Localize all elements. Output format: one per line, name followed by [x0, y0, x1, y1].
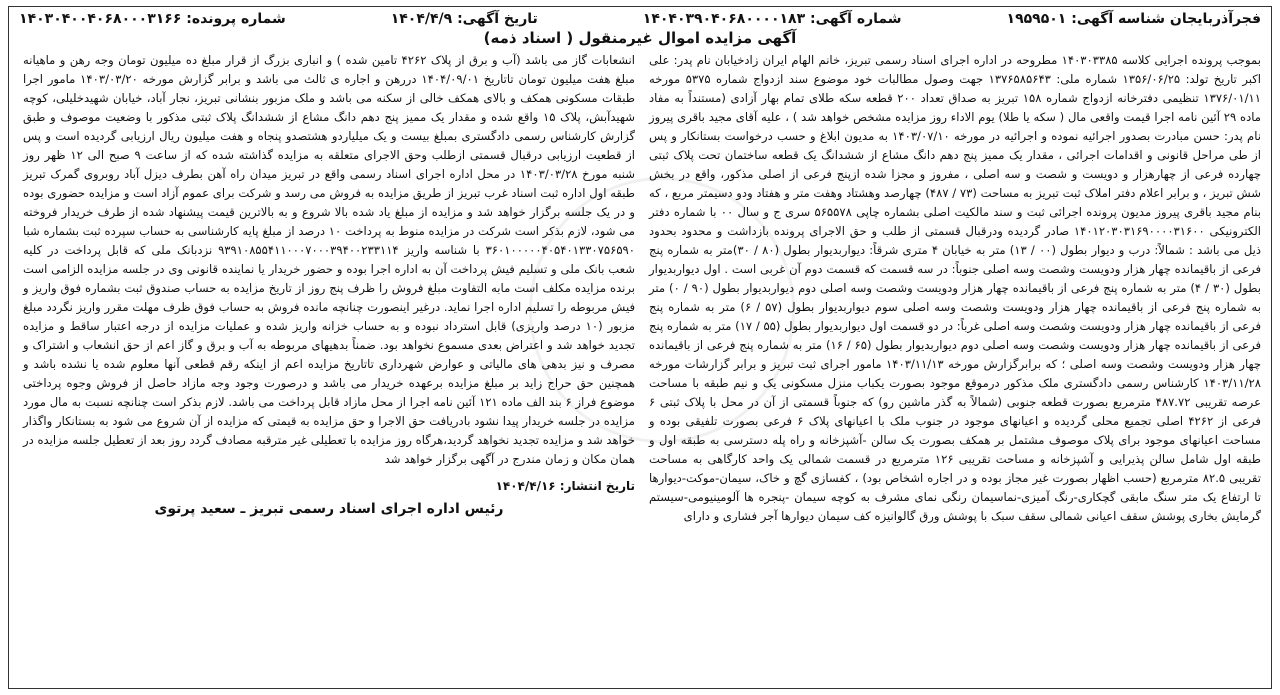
body-paragraph: انشعابات گاز می باشد (آب و برق از پلاک ۴۲۶۲ تامین شده ) و انباری بزرگ از قرار مبلغ ده میلیون تومان وجه رهن و ماهیانه مبلغ هفت میلیون تومان تاتاریخ ۱۴۰۴/۰۹/۰۱ دررهن و اجاره ی ثالث می باشد و برابر گزارش مورخه ۱۴۰۳/۰۳/۲۰ مامور اجرا طبقات مسکونی همکف و بالای همکف خالی از سکنه می باشد و ملک مزبور بنشانی تبریز، نجار آباد، خیابان شهیدخلیلی، کوچه شهیدآبش، پلاک ۱۵ واقع شده و مقدار یک ممیز پنج دهم دانگ مشاع از ششدانگ پلاک ثبتی مذکور با وضعیت موصوف و طبق گزارش کارشناس رسمی دادگستری بمبلغ بیست و یک میلیاردو هشتصدو پنجاه و هفت میلیون ریال ارزیابی گردیده است و پس از قطعیت ارزیابی درقبال قسمتی ازطلب وحق الاجرای متعلقه به مزایده گذاشته شده که از ساعت ۹ صبح الی ۱۲ ظهر روز شنبه مورخ ۱۴۰۳/۰۳/۲۸ در محل اداره اجرای اسناد رسمی واقع در تبریز میدان راه آهن بطرف دیزل آباد روبروی گمرک تبریز طبقه اول اداره ثبت اسناد غرب تبریز از طریق مزایده به فروش می رسد و شرکت برای عموم آزاد است و مزایده حضوری بوده و در یک جلسه برگزار خواهد شد و مزایده از مبلغ یاد شده بالا شروع و به بالاترین قیمت پیشنهاد شده از طرف خریدار فروخته می شود، لازم بذکر است شرکت در مزایده منوط به پرداخت ۱۰ درصد از مبلغ پایه کارشناسی به حساب سپرده ثبت بشماره شبا ۳۶۰۱۰۰۰۰۰۴۰۵۴۰۱۳۳۰۷۵۶۵۹۰ با شناسه واریز ۹۳۹۱۰۸۵۵۴۱۱۰۰۰۷۰۰۰۳۹۴۰۰۲۳۳۱۱۴ نزدبانک ملی که قابل پرداخت در کلیه شعب بانک ملی و تسلیم فیش پرداخت آن به اداره اجرا بوده و حضور خریدار یا نماینده قانونی وی در جلسه مزایده الزامی است برنده مزایده مکلف است مابه التفاوت مبلغ فروش را ظرف پنج روز از تاریخ مزایده به حساب صندوق ثبت بشماره فوق واریز و فیش مربوطه را تسلیم اداره اجرا نماید. درغیر اینصورت چنانچه مانده فروش به حساب فوق ظرف مهلت مقرر واریز نگردد مبلغ مزبور (۱۰ درصد واریزی) قابل استرداد نبوده و به حساب خزانه واریز شده و عملیات مزایده از درجه اعتبار ساقط و مزایده تجدید خواهد شد و اعتراض بعدی مسموع نخواهد بود. ضمناً بدهیهای مربوطه به آب و برق و گاز اعم از حق انشعاب و اشتراک و مصرف و نیز بدهی های مالیاتی و عوارض شهرداری تاتاریخ مزایده اعم از اینکه رقم قطعی آنها معلوم شده یا نشده باشد و همچنین حق حراج زاید بر مبلغ مزایده برعهده خریدار می باشد و درصورت وجود وجه مازاد حاصل از فروش وجوه پرداختی موضوع فراز ۶ بند الف ماده ۱۲۱ آئین نامه اجرا از محل مازاد قابل پرداخت می باشد. لازم بذکر است چنانچه نسبت به مال مورد مزایده در جلسه خریدار پیدا نشود بادریافت حق الاجرا و حق مزایده به قیمتی که مزایده از آن شروع می شود به بستانکار واگذار خواهد شد و مزایده تجدید نخواهد گردید،هرگاه روز مزایده با تعطیلی غیر مترقبه مصادف گردد روز بعد از تعطیل جلسه مزایده در همان مکان و زمان مندرج در آگهی برگزار خواهد شد: [23, 53, 636, 466]
ad-frame: [8, 6, 1272, 689]
ad-date: تاریخ آگهی: ۱۴۰۴/۴/۹: [390, 11, 538, 27]
ad-number: شماره آگهی: ۱۴۰۴۰۳۹۰۴۰۶۸۰۰۰۰۱۸۳: [642, 11, 902, 27]
ad-body: [9, 51, 1271, 526]
right-column: [649, 51, 1261, 526]
body-paragraph: بموجب پرونده اجرایی کلاسه ۱۴۰۳۰۳۳۸۵ مطروحه در اداره اجرای اسناد رسمی تبریز، خانم الهام ایران زادخیابان نام پدر: علی اکبر تاریخ تولد: ۱۳۵۶/۰۶/۲۵ شماره ملی: ۱۳۷۶۵۸۵۶۴۳ جهت وصول مطالبات خود موضوع سند ازدواج شماره ۵۳۷۵ مورخه ۱۳۷۶/۰۱/۱۱ تنظیمی دفترخانه ازدواج شماره ۱۵۸ تبریز به صداق تعداد ۲۰۰ قطعه سکه طلای تمام بهار آزادی (مستنداً به مفاد ماده ۲۹ آئین نامه اجرا قیمت واقعی مال ( سکه یا طلا) یوم الاداء روز مزایده مشخص خواهد شد ) ، علیه آقای مجید باقری پیروز نام پدر: حسن مبادرت بصدور اجرائیه نموده و اجرائیه در مورخه ۱۴۰۳/۰۷/۱۰ به مدیون ابلاغ و حسب درخواست بستانکار و پس از طی مراحل قانونی و اقدامات اجرائی ، مقدار یک ممیز پنج دهم دانگ مشاع از ششدانگ یک قطعه ساختمان تحت پلاک ثبتی چهارده فرعی از چهارهزار و دویست و شصت و سه اصلی ، مفروز و مجزا شده ازپنج فرعی از اصلی مذکور، واقع در بخش شش تبریز ، و برابر اعلام دفتر املاک ثبت تبریز به مساحت (۷۳ / ۴۸۷) چهارصد وهشتاد وهفت متر و هفتاد ودو دسیمتر مربع ، که بنام مجید باقری پیروز مدیون پرونده اجرائی ثبت و سند مالکیت اصلی بشماره چاپی ۵۶۵۵۷۸ سری ج و سال ۰۰ با شماره دفتر الکترونیکی ۱۴۰۱۲۰۳۰۳۱۶۹۰۰۰۰۳۱۶۰۰ صادر گردیده ودرقبال قسمتی از طلب و حق الاجرای پرونده بازداشت و محدود بحدود ذیل می باشد : شمالاً: درب و دیوار بطول (۰۰ / ۱۳) متر به خیابان ۴ متری شرقاً: دیواربدیوار بطول (۸۰ / ۳۰)متر به شماره پنج فرعی از باقیمانده چهار هزار ودویست وشصت وسه اصلی جنوباً: در سه قسمت که قسمت دوم آن غربی است . اول دیواربدیوار بطول (۳۰ / ۴) متر به شماره پنج فرعی از باقیمانده چهار هزار ودویست وشصت وسه اصلی دوم دیواربدیوار بطول (۹۰ / ۰) متر به شماره پنج فرعی از باقیمانده چهار هزار ودویست وشصت وسه اصلی سوم دیواربدیوار بطول (۵۷ / ۶) متر به شماره پنج فرعی از باقیمانده چهار هزار ودویست وشصت وسه اصلی غرباً: در دو قسمت اول دیواربدیوار بطول (۵۵ / ۱۷) متر به شماره پنج فرعی از باقیمانده چهار هزار ودویست وشصت وسه اصلی دوم دیواربدیوار بطول (۶۵ / ۱۶) متر به شماره پنج فرعی از باقیمانده چهار هزار ودویست وشصت وسه اصلی ؛ که برابرگزارش مورخه ۱۴۰۳/۱۱/۱۳ مامور اجرای ثبت تبریز و برابر گزارشات مورخه ۱۴۰۳/۱۱/۲۸ کارشناس رسمی دادگستری ملک مذکور درموقع موجود بصورت یکباب منزل مسکونی یک و نیم طبقه با مساحت عرصه تقریبی ۴۸۷.۷۲ مترمربع بصورت قطعه جنوبی (شمالاً به گذر ماشین رو) که جنوباً قسمتی از آن در محل با پلاک ثبتی ۶ فرعی از ۴۲۶۲ اصلی تجمیع محلی گردیده و اعیانهای موجود در جنوب ملک با اعیانهای پلاک ۶ فرعی بصورت تلفیقی بوده و مساحت اعیانهای موجود برای پلاک موصوف مشتمل بر همکف بصورت یک سالن -آشپزخانه و راه پله دسترسی به طبقه اول و طبقه اول شامل سالن پذیرایی و آشپزخانه و مساحت تقریبی ۱۲۶ مترمربع در قسمت شمالی یک واحد کارگاهی به مساحت تقریبی ۸۲.۵ مترمربع (حسب اظهار بصورت غیر مجاز بوده و در اجاره اشخاص بود) ، کفسازی گچ و خاک، سیمان-موکت-دیوارها تا ارتفاع یک متر سنگ مابقی گچکاری-رنگ آمیزی-نماسیمان رنگی نمای مشرف به کوچه سیمان -پنجره ها آلومینیومی-سیستم گرمایش بخاری پوشش سقف اعیانی شمالی سقف سبک با پوشش ورق گالوانیزه کف سیمان دیوارها آجر فشاری و دارای: [649, 53, 1262, 523]
signatory-name: رئیس اداره اجرای اسناد رسمی تبریز ـ سعید پرتوی: [154, 501, 504, 517]
left-column: [23, 51, 635, 526]
file-number: شماره پرونده: ۱۴۰۳۰۴۰۰۴۰۶۸۰۰۰۳۱۶۶: [19, 11, 286, 27]
paper-id: فجرآذربایجان شناسه آگهی: ۱۹۵۹۵۰۱: [1006, 11, 1261, 27]
publish-date: تاریخ انتشار: ۱۴۰۴/۴/۱۶: [495, 479, 635, 493]
ad-title: آگهی مزایده اموال غیرمنقول ( اسناد ذمه): [483, 29, 797, 47]
ad-header: [9, 7, 1271, 27]
signature-block: [23, 477, 635, 519]
